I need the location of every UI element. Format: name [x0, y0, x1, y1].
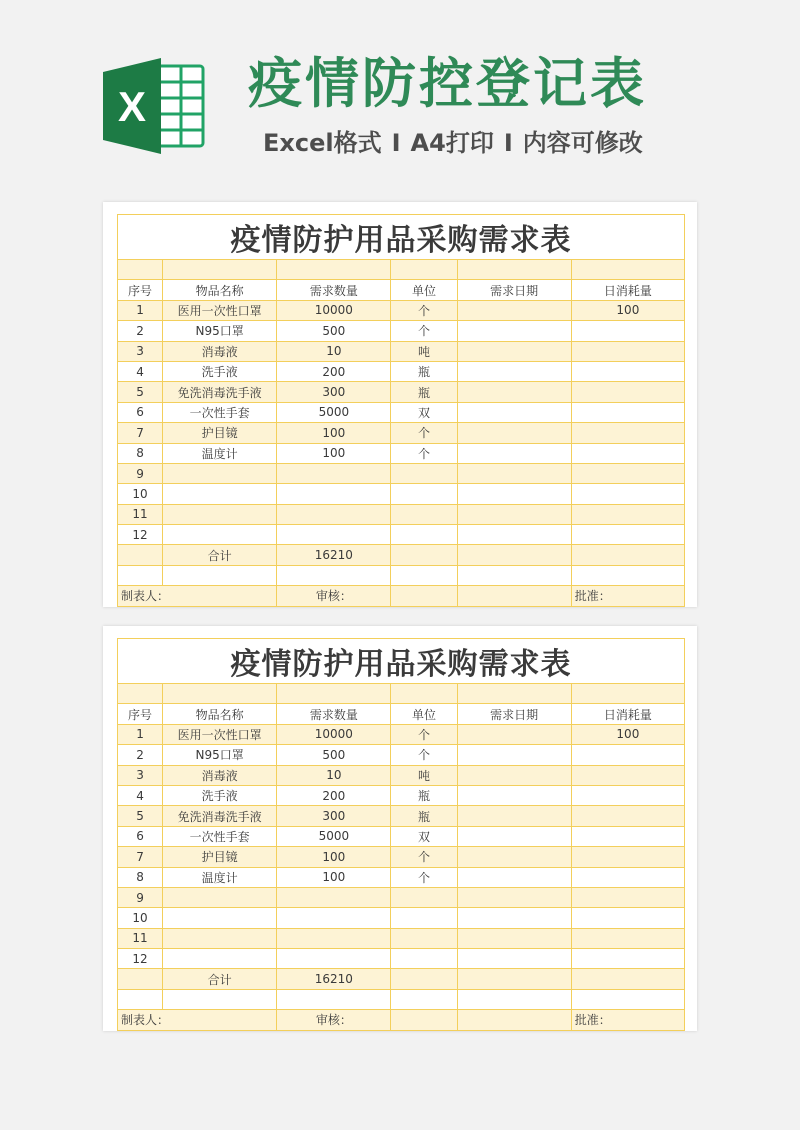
table-cell[interactable]: 个	[391, 443, 457, 463]
table-cell[interactable]	[391, 949, 457, 969]
table-cell[interactable]: 6	[118, 826, 163, 846]
table-row	[118, 321, 685, 341]
table-cell[interactable]	[457, 382, 571, 402]
table-cell[interactable]: 10	[277, 341, 391, 361]
table-cell[interactable]: 6	[118, 402, 163, 422]
table-cell[interactable]	[571, 525, 684, 545]
header-row	[118, 280, 685, 300]
column-header[interactable]: 单位	[391, 704, 457, 724]
table-cell[interactable]	[571, 908, 684, 928]
empty-cell[interactable]	[391, 545, 457, 565]
table-cell[interactable]	[571, 504, 684, 524]
table-cell[interactable]: 7	[118, 423, 163, 443]
table-cell[interactable]: 双	[391, 402, 457, 422]
table-cell[interactable]	[457, 908, 571, 928]
table-row	[118, 341, 685, 361]
table-cell[interactable]	[571, 806, 684, 826]
total-row	[118, 969, 685, 989]
page-subtitle	[263, 127, 643, 159]
empty-cell[interactable]	[571, 989, 684, 1009]
table-cell[interactable]	[571, 785, 684, 805]
table-cell[interactable]: 100	[277, 867, 391, 887]
table-cell[interactable]: 吨	[391, 765, 457, 785]
table-cell[interactable]	[571, 949, 684, 969]
column-header[interactable]: 序号	[118, 280, 163, 300]
empty-cell[interactable]	[457, 565, 571, 585]
table-cell[interactable]: 4	[118, 785, 163, 805]
table-row	[118, 525, 685, 545]
column-header[interactable]: 单位	[391, 280, 457, 300]
table-cell[interactable]	[163, 908, 277, 928]
table-cell[interactable]: 100	[277, 443, 391, 463]
table-cell[interactable]: 2	[118, 321, 163, 341]
empty-cell[interactable]	[391, 260, 457, 280]
form-title: 疫情防护用品采购需求表	[118, 639, 685, 684]
table-cell[interactable]	[277, 908, 391, 928]
table-row	[118, 423, 685, 443]
table-cell[interactable]: N95口罩	[163, 745, 277, 765]
empty-cell[interactable]	[457, 586, 571, 606]
total-value[interactable]: 16210	[277, 969, 391, 989]
table-cell[interactable]	[571, 463, 684, 483]
table-cell[interactable]: 洗手液	[163, 785, 277, 805]
table-cell[interactable]	[571, 928, 684, 948]
total-label[interactable]: 合计	[163, 969, 277, 989]
table-cell[interactable]: 温度计	[163, 443, 277, 463]
table-cell[interactable]: 1	[118, 300, 163, 320]
table-cell[interactable]	[163, 504, 277, 524]
table-cell[interactable]: 免洗消毒洗手液	[163, 382, 277, 402]
table-cell[interactable]: 3	[118, 765, 163, 785]
table-row	[118, 908, 685, 928]
table-cell[interactable]: N95口罩	[163, 321, 277, 341]
table-cell[interactable]: 双	[391, 826, 457, 846]
table-cell[interactable]	[457, 463, 571, 483]
purchase-table	[117, 214, 685, 607]
empty-cell[interactable]	[118, 565, 163, 585]
title-row	[118, 639, 685, 684]
table-cell[interactable]	[571, 867, 684, 887]
table-cell[interactable]	[457, 724, 571, 744]
table-cell[interactable]: 300	[277, 382, 391, 402]
title-row	[118, 215, 685, 260]
table-cell[interactable]: 医用一次性口罩	[163, 300, 277, 320]
table-cell[interactable]: 11	[118, 504, 163, 524]
table-cell[interactable]	[457, 443, 571, 463]
table-cell[interactable]	[391, 908, 457, 928]
empty-cell[interactable]	[163, 260, 277, 280]
table-cell[interactable]: 5000	[277, 826, 391, 846]
total-value[interactable]: 16210	[277, 545, 391, 565]
table-cell[interactable]	[277, 928, 391, 948]
table-cell[interactable]	[457, 785, 571, 805]
subtitle-separator: I	[503, 129, 513, 157]
table-cell[interactable]	[457, 525, 571, 545]
table-cell[interactable]	[457, 484, 571, 504]
form-sheet	[103, 626, 697, 1031]
table-cell[interactable]	[457, 423, 571, 443]
table-row	[118, 402, 685, 422]
table-cell[interactable]: 个	[391, 867, 457, 887]
table-cell[interactable]: 个	[391, 745, 457, 765]
table-cell[interactable]	[571, 382, 684, 402]
table-cell[interactable]	[457, 504, 571, 524]
table-cell[interactable]	[391, 525, 457, 545]
empty-cell[interactable]	[277, 260, 391, 280]
table-cell[interactable]	[163, 525, 277, 545]
table-cell[interactable]: 500	[277, 745, 391, 765]
header-row	[118, 704, 685, 724]
empty-cell[interactable]	[277, 684, 391, 704]
table-cell[interactable]: 200	[277, 785, 391, 805]
table-cell[interactable]	[571, 765, 684, 785]
empty-cell[interactable]	[571, 684, 684, 704]
table-cell[interactable]: 9	[118, 887, 163, 907]
empty-cell[interactable]	[163, 989, 277, 1009]
table-cell[interactable]	[571, 423, 684, 443]
form-sheet	[103, 202, 697, 607]
empty-cell[interactable]	[118, 989, 163, 1009]
table-cell[interactable]: 10	[118, 484, 163, 504]
table-cell[interactable]: 9	[118, 463, 163, 483]
column-header[interactable]: 物品名称	[163, 704, 277, 724]
table-cell[interactable]	[163, 928, 277, 948]
subtitle-separator: I	[391, 129, 401, 157]
approve-label[interactable]: 批准：	[571, 1010, 684, 1030]
table-cell[interactable]: 12	[118, 949, 163, 969]
empty-cell[interactable]	[571, 260, 684, 280]
table-cell[interactable]: 个	[391, 321, 457, 341]
table-cell[interactable]	[457, 402, 571, 422]
table-row	[118, 867, 685, 887]
table-cell[interactable]	[163, 463, 277, 483]
table-cell[interactable]: 100	[277, 847, 391, 867]
empty-cell[interactable]	[277, 565, 391, 585]
table-cell[interactable]	[277, 463, 391, 483]
blank-row	[118, 260, 685, 280]
empty-cell[interactable]	[118, 545, 163, 565]
table-cell[interactable]	[277, 484, 391, 504]
table-row	[118, 463, 685, 483]
column-header[interactable]: 需求日期	[457, 704, 571, 724]
empty-cell[interactable]	[391, 586, 457, 606]
table-cell[interactable]: 1	[118, 724, 163, 744]
table-cell[interactable]	[163, 484, 277, 504]
table-row	[118, 785, 685, 805]
empty-cell[interactable]	[391, 989, 457, 1009]
table-cell[interactable]: 5	[118, 382, 163, 402]
table-row	[118, 443, 685, 463]
table-cell[interactable]	[391, 504, 457, 524]
table-cell[interactable]	[277, 504, 391, 524]
table-cell[interactable]	[571, 443, 684, 463]
table-cell[interactable]: 个	[391, 300, 457, 320]
table-cell[interactable]: 瓶	[391, 785, 457, 805]
table-cell[interactable]: 消毒液	[163, 341, 277, 361]
table-row	[118, 826, 685, 846]
empty-cell[interactable]	[571, 969, 684, 989]
table-cell[interactable]: 护目镜	[163, 423, 277, 443]
table-cell[interactable]: 7	[118, 847, 163, 867]
column-header[interactable]: 日消耗量	[571, 280, 684, 300]
empty-cell[interactable]	[457, 989, 571, 1009]
table-row	[118, 887, 685, 907]
maker-label[interactable]: 制表人：	[118, 1010, 277, 1030]
table-cell[interactable]	[571, 361, 684, 381]
table-row	[118, 949, 685, 969]
table-cell[interactable]	[457, 826, 571, 846]
table-cell[interactable]: 5	[118, 806, 163, 826]
empty-cell[interactable]	[118, 969, 163, 989]
table-cell[interactable]: 10000	[277, 300, 391, 320]
table-cell[interactable]	[277, 887, 391, 907]
table-cell[interactable]	[457, 867, 571, 887]
table-cell[interactable]	[457, 765, 571, 785]
review-label[interactable]: 审核：	[277, 586, 391, 606]
table-cell[interactable]	[457, 745, 571, 765]
table-cell[interactable]	[457, 847, 571, 867]
empty-cell[interactable]	[391, 565, 457, 585]
table-cell[interactable]	[457, 321, 571, 341]
column-header[interactable]: 需求日期	[457, 280, 571, 300]
column-header[interactable]: 日消耗量	[571, 704, 684, 724]
table-cell[interactable]	[457, 928, 571, 948]
table-cell[interactable]: 个	[391, 724, 457, 744]
table-cell[interactable]	[571, 402, 684, 422]
table-cell[interactable]: 消毒液	[163, 765, 277, 785]
table-cell[interactable]	[571, 321, 684, 341]
table-row	[118, 765, 685, 785]
table-cell[interactable]	[391, 887, 457, 907]
table-cell[interactable]: 个	[391, 847, 457, 867]
blank-row	[118, 565, 685, 585]
table-cell[interactable]: 瓶	[391, 806, 457, 826]
table-cell[interactable]: 护目镜	[163, 847, 277, 867]
empty-cell[interactable]	[457, 260, 571, 280]
excel-icon-letter: X	[117, 83, 147, 130]
table-cell[interactable]	[457, 361, 571, 381]
table-cell[interactable]: 瓶	[391, 361, 457, 381]
empty-cell[interactable]	[163, 565, 277, 585]
table-cell[interactable]: 一次性手套	[163, 402, 277, 422]
page-header	[0, 0, 800, 190]
table-cell[interactable]	[457, 887, 571, 907]
table-row	[118, 928, 685, 948]
empty-cell[interactable]	[391, 684, 457, 704]
empty-cell[interactable]	[391, 1010, 457, 1030]
table-row	[118, 382, 685, 402]
purchase-table	[117, 638, 685, 1031]
table-cell[interactable]	[163, 949, 277, 969]
table-row	[118, 724, 685, 744]
empty-cell[interactable]	[457, 684, 571, 704]
empty-cell[interactable]	[457, 969, 571, 989]
signature-row	[118, 1010, 685, 1030]
maker-label[interactable]: 制表人：	[118, 586, 277, 606]
total-label[interactable]: 合计	[163, 545, 277, 565]
excel-icon	[103, 58, 207, 154]
total-row	[118, 545, 685, 565]
table-row	[118, 361, 685, 381]
empty-cell[interactable]	[391, 969, 457, 989]
review-label[interactable]: 审核：	[277, 1010, 391, 1030]
table-row	[118, 745, 685, 765]
table-cell[interactable]: 100	[277, 423, 391, 443]
subtitle-editable: 内容可修改	[522, 129, 643, 157]
table-cell[interactable]: 医用一次性口罩	[163, 724, 277, 744]
table-cell[interactable]	[277, 525, 391, 545]
column-header[interactable]: 序号	[118, 704, 163, 724]
table-cell[interactable]: 300	[277, 806, 391, 826]
table-cell[interactable]: 5000	[277, 402, 391, 422]
table-cell[interactable]	[391, 463, 457, 483]
table-cell[interactable]	[391, 484, 457, 504]
table-cell[interactable]: 8	[118, 443, 163, 463]
table-cell[interactable]: 洗手液	[163, 361, 277, 381]
blank-row	[118, 684, 685, 704]
table-cell[interactable]: 吨	[391, 341, 457, 361]
signature-row	[118, 586, 685, 606]
table-cell[interactable]	[457, 949, 571, 969]
table-cell[interactable]	[163, 887, 277, 907]
table-row	[118, 806, 685, 826]
table-cell[interactable]: 12	[118, 525, 163, 545]
column-header[interactable]: 物品名称	[163, 280, 277, 300]
page-title: 疫情防控登记表	[248, 52, 647, 115]
table-cell[interactable]: 10000	[277, 724, 391, 744]
table-cell[interactable]: 100	[571, 300, 684, 320]
table-cell[interactable]	[571, 887, 684, 907]
table-cell[interactable]	[571, 484, 684, 504]
column-header[interactable]: 需求数量	[277, 704, 391, 724]
empty-cell[interactable]	[571, 565, 684, 585]
table-cell[interactable]: 瓶	[391, 382, 457, 402]
table-row	[118, 300, 685, 320]
table-cell[interactable]	[571, 826, 684, 846]
table-cell[interactable]	[571, 745, 684, 765]
empty-cell[interactable]	[457, 1010, 571, 1030]
approve-label[interactable]: 批准：	[571, 586, 684, 606]
table-cell[interactable]: 10	[277, 765, 391, 785]
table-cell[interactable]: 个	[391, 423, 457, 443]
table-cell[interactable]: 免洗消毒洗手液	[163, 806, 277, 826]
table-cell[interactable]: 8	[118, 867, 163, 887]
empty-cell[interactable]	[163, 684, 277, 704]
empty-cell[interactable]	[457, 545, 571, 565]
table-cell[interactable]: 10	[118, 908, 163, 928]
table-cell[interactable]: 4	[118, 361, 163, 381]
table-row	[118, 504, 685, 524]
table-cell[interactable]	[571, 341, 684, 361]
table-row	[118, 484, 685, 504]
form-title: 疫情防护用品采购需求表	[118, 215, 685, 260]
empty-cell[interactable]	[118, 684, 163, 704]
table-cell[interactable]	[277, 949, 391, 969]
column-header[interactable]: 需求数量	[277, 280, 391, 300]
table-cell[interactable]: 一次性手套	[163, 826, 277, 846]
table-cell[interactable]	[457, 300, 571, 320]
table-row	[118, 847, 685, 867]
subtitle-format: Excel格式	[263, 129, 382, 157]
table-cell[interactable]	[391, 928, 457, 948]
table-cell[interactable]: 500	[277, 321, 391, 341]
blank-row	[118, 989, 685, 1009]
table-cell[interactable]	[457, 341, 571, 361]
table-cell[interactable]: 3	[118, 341, 163, 361]
table-cell[interactable]	[571, 847, 684, 867]
table-cell[interactable]: 100	[571, 724, 684, 744]
empty-cell[interactable]	[277, 989, 391, 1009]
empty-cell[interactable]	[118, 260, 163, 280]
subtitle-print: A4打印	[410, 129, 494, 157]
table-cell[interactable]	[457, 806, 571, 826]
table-cell[interactable]: 200	[277, 361, 391, 381]
table-cell[interactable]: 2	[118, 745, 163, 765]
table-cell[interactable]: 温度计	[163, 867, 277, 887]
empty-cell[interactable]	[571, 545, 684, 565]
table-cell[interactable]: 11	[118, 928, 163, 948]
